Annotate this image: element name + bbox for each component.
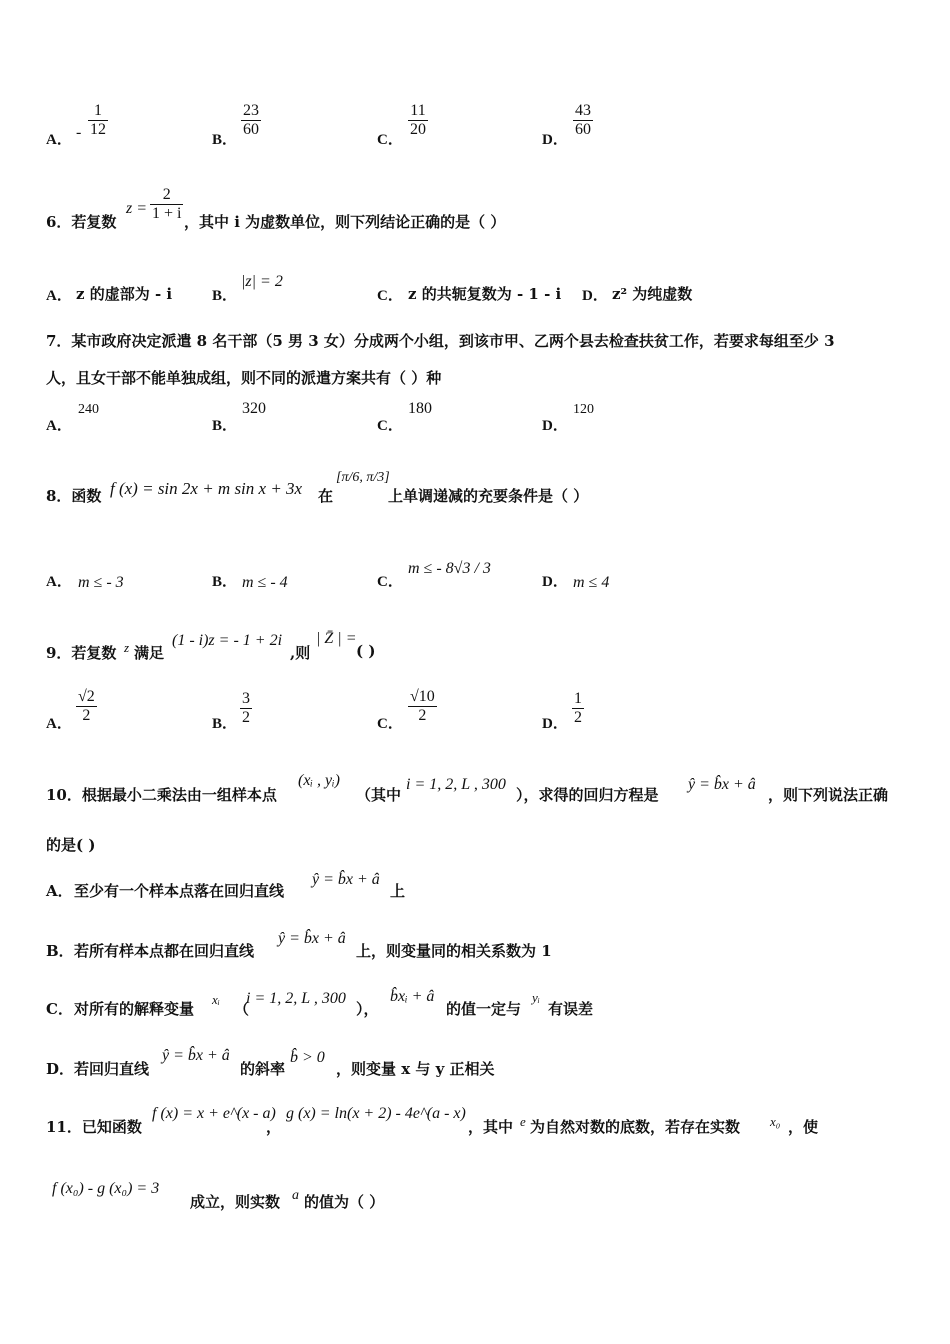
option-value: 180 bbox=[408, 400, 432, 417]
math-variable: e bbox=[520, 1114, 526, 1129]
option-label: C． bbox=[377, 574, 403, 590]
option-label: D． bbox=[582, 288, 608, 304]
math-variable: x₀ bbox=[770, 1114, 781, 1129]
option-label: C． bbox=[377, 132, 403, 148]
option-text: 的斜率 bbox=[240, 1060, 286, 1078]
question-stem: ），求得的回归方程是 bbox=[516, 786, 659, 804]
option-text: 上 bbox=[390, 882, 406, 900]
option-label: B． bbox=[212, 132, 238, 148]
question-stem: 8．函数 bbox=[46, 487, 102, 505]
option-text: 有误差 bbox=[548, 1000, 594, 1018]
fraction: 43 60 bbox=[575, 102, 591, 138]
option-text: 若所有样本点都在回归直线 bbox=[74, 942, 255, 960]
math-expression: (xᵢ , yᵢ) bbox=[298, 772, 340, 789]
fraction: 3 2 bbox=[242, 690, 250, 726]
math-expression: z = bbox=[126, 200, 148, 217]
option-label: C． bbox=[46, 1000, 73, 1018]
option-label: C． bbox=[377, 716, 403, 732]
minus-sign: - bbox=[76, 124, 82, 141]
fraction: √2 2 bbox=[78, 688, 95, 724]
question-stem: 的值为（ ） bbox=[304, 1193, 385, 1211]
option-label: D． bbox=[542, 716, 568, 732]
option-label: B． bbox=[212, 288, 238, 304]
math-expression: yᵢ bbox=[532, 990, 540, 1005]
question-stem: 的是( ) bbox=[46, 836, 96, 854]
math-expression: ŷ = b̂x + â bbox=[688, 776, 756, 793]
question-stem: ，其中 i 为虚数单位，则下列结论正确的是（ ） bbox=[184, 213, 506, 231]
question-stem: 在 bbox=[318, 487, 334, 505]
question-stem: 人，且女干部不能单独成组，则不同的派遣方案共有（ ）种 bbox=[46, 369, 442, 387]
question-stem: 11．已知函数 bbox=[46, 1118, 142, 1136]
math-expression: f (x) = x + e^(x - a) bbox=[152, 1105, 276, 1122]
option-label: A． bbox=[46, 132, 72, 148]
math-variable: z bbox=[124, 640, 130, 655]
math-expression: ŷ = b̂x + â bbox=[312, 871, 380, 888]
fraction: 23 60 bbox=[243, 102, 259, 138]
option-label: C． bbox=[377, 288, 403, 304]
question-stem: 9．若复数 bbox=[46, 644, 117, 662]
option-text: 至少有一个样本点落在回归直线 bbox=[74, 882, 285, 900]
option-label: D． bbox=[542, 132, 568, 148]
option-text: z² 为纯虚数 bbox=[612, 285, 693, 303]
option-text: z 的虚部为 - i bbox=[76, 285, 173, 303]
fraction: 11 20 bbox=[410, 102, 426, 138]
math-expression: ŷ = b̂x + â bbox=[162, 1047, 230, 1064]
question-stem: 满足 bbox=[134, 644, 165, 662]
math-expression: (1 - i)z = - 1 + 2i bbox=[172, 632, 283, 649]
option-label: A． bbox=[46, 418, 72, 434]
math-expression: xᵢ bbox=[212, 992, 220, 1007]
option-label: B． bbox=[46, 942, 74, 960]
question-stem: ，其中 bbox=[468, 1118, 514, 1136]
question-stem: ，使 bbox=[788, 1118, 819, 1136]
fraction: 1 2 bbox=[574, 690, 582, 726]
option-text: m ≤ 4 bbox=[573, 574, 610, 591]
option-text: 若回归直线 bbox=[74, 1060, 150, 1078]
math-expression: [π/6, π/3] bbox=[336, 470, 390, 485]
fraction: 1 12 bbox=[90, 102, 106, 138]
math-expression: f (x₀) - g (x₀) = 3 bbox=[52, 1180, 160, 1197]
question-stem: 上单调递减的充要条件是（ ） bbox=[388, 487, 589, 505]
math-variable: a bbox=[292, 1188, 299, 1203]
math-expression: i = 1, 2, L , 300 bbox=[246, 990, 346, 1007]
option-value: 240 bbox=[78, 402, 99, 417]
option-label: A． bbox=[46, 882, 73, 900]
math-expression: i = 1, 2, L , 300 bbox=[406, 776, 506, 793]
question-stem: 10．根据最小二乘法由一组样本点 bbox=[46, 786, 277, 804]
math-expression: ŷ = b̂x + â bbox=[278, 930, 346, 947]
question-stem: ，则下列说法正确 bbox=[768, 786, 889, 804]
option-text: 对所有的解释变量 bbox=[74, 1000, 195, 1018]
option-label: C． bbox=[377, 418, 403, 434]
option-value: 120 bbox=[573, 402, 594, 417]
fraction: 2 1 + i bbox=[152, 186, 182, 222]
option-text: m ≤ - 8√3 / 3 bbox=[408, 560, 491, 577]
math-expression: b̂xᵢ + â bbox=[390, 988, 435, 1005]
option-label: D． bbox=[542, 418, 568, 434]
option-label: A． bbox=[46, 574, 72, 590]
option-value: 320 bbox=[242, 400, 266, 417]
option-label: D． bbox=[46, 1060, 75, 1078]
question-stem: （其中 bbox=[356, 786, 402, 804]
option-text: |z| = 2 bbox=[241, 273, 283, 290]
option-text: ）， bbox=[356, 1000, 379, 1018]
question-stem: 为自然对数的底数，若存在实数 bbox=[530, 1118, 741, 1136]
option-text: 的值一定与 bbox=[446, 1000, 522, 1018]
option-text: ，则变量 x 与 y 正相关 bbox=[336, 1060, 495, 1078]
option-label: B． bbox=[212, 574, 238, 590]
option-label: B． bbox=[212, 418, 238, 434]
option-text: 上，则变量同的相关系数为 1 bbox=[356, 942, 552, 960]
math-expression: | Z̄ | = bbox=[316, 630, 357, 647]
math-expression: g (x) = ln(x + 2) - 4e^(a - x) bbox=[286, 1105, 466, 1122]
option-text: m ≤ - 3 bbox=[78, 574, 124, 591]
option-text: z 的共轭复数为 - 1 - i bbox=[408, 285, 562, 303]
question-stem: ， bbox=[266, 1118, 282, 1136]
question-stem: ,则 bbox=[290, 644, 311, 662]
question-stem: 6．若复数 bbox=[46, 213, 117, 231]
option-label: A． bbox=[46, 716, 72, 732]
option-label: D． bbox=[542, 574, 568, 590]
option-label: A． bbox=[46, 288, 72, 304]
option-text: m ≤ - 4 bbox=[242, 574, 288, 591]
question-stem: 7．某市政府决定派遣 8 名干部（5 男 3 女）分成两个小组，到该市甲、乙两个县去检查扶贫工作，若要求每组至少 3 bbox=[46, 332, 835, 350]
fraction: √10 2 bbox=[410, 688, 435, 724]
math-expression: f (x) = sin 2x + m sin x + 3x bbox=[110, 479, 303, 498]
option-text: （ bbox=[234, 1000, 250, 1018]
question-stem: ( ) bbox=[356, 642, 376, 660]
option-label: B． bbox=[212, 716, 238, 732]
math-expression: b̂ > 0 bbox=[290, 1049, 325, 1066]
question-stem: 成立，则实数 bbox=[190, 1193, 281, 1211]
